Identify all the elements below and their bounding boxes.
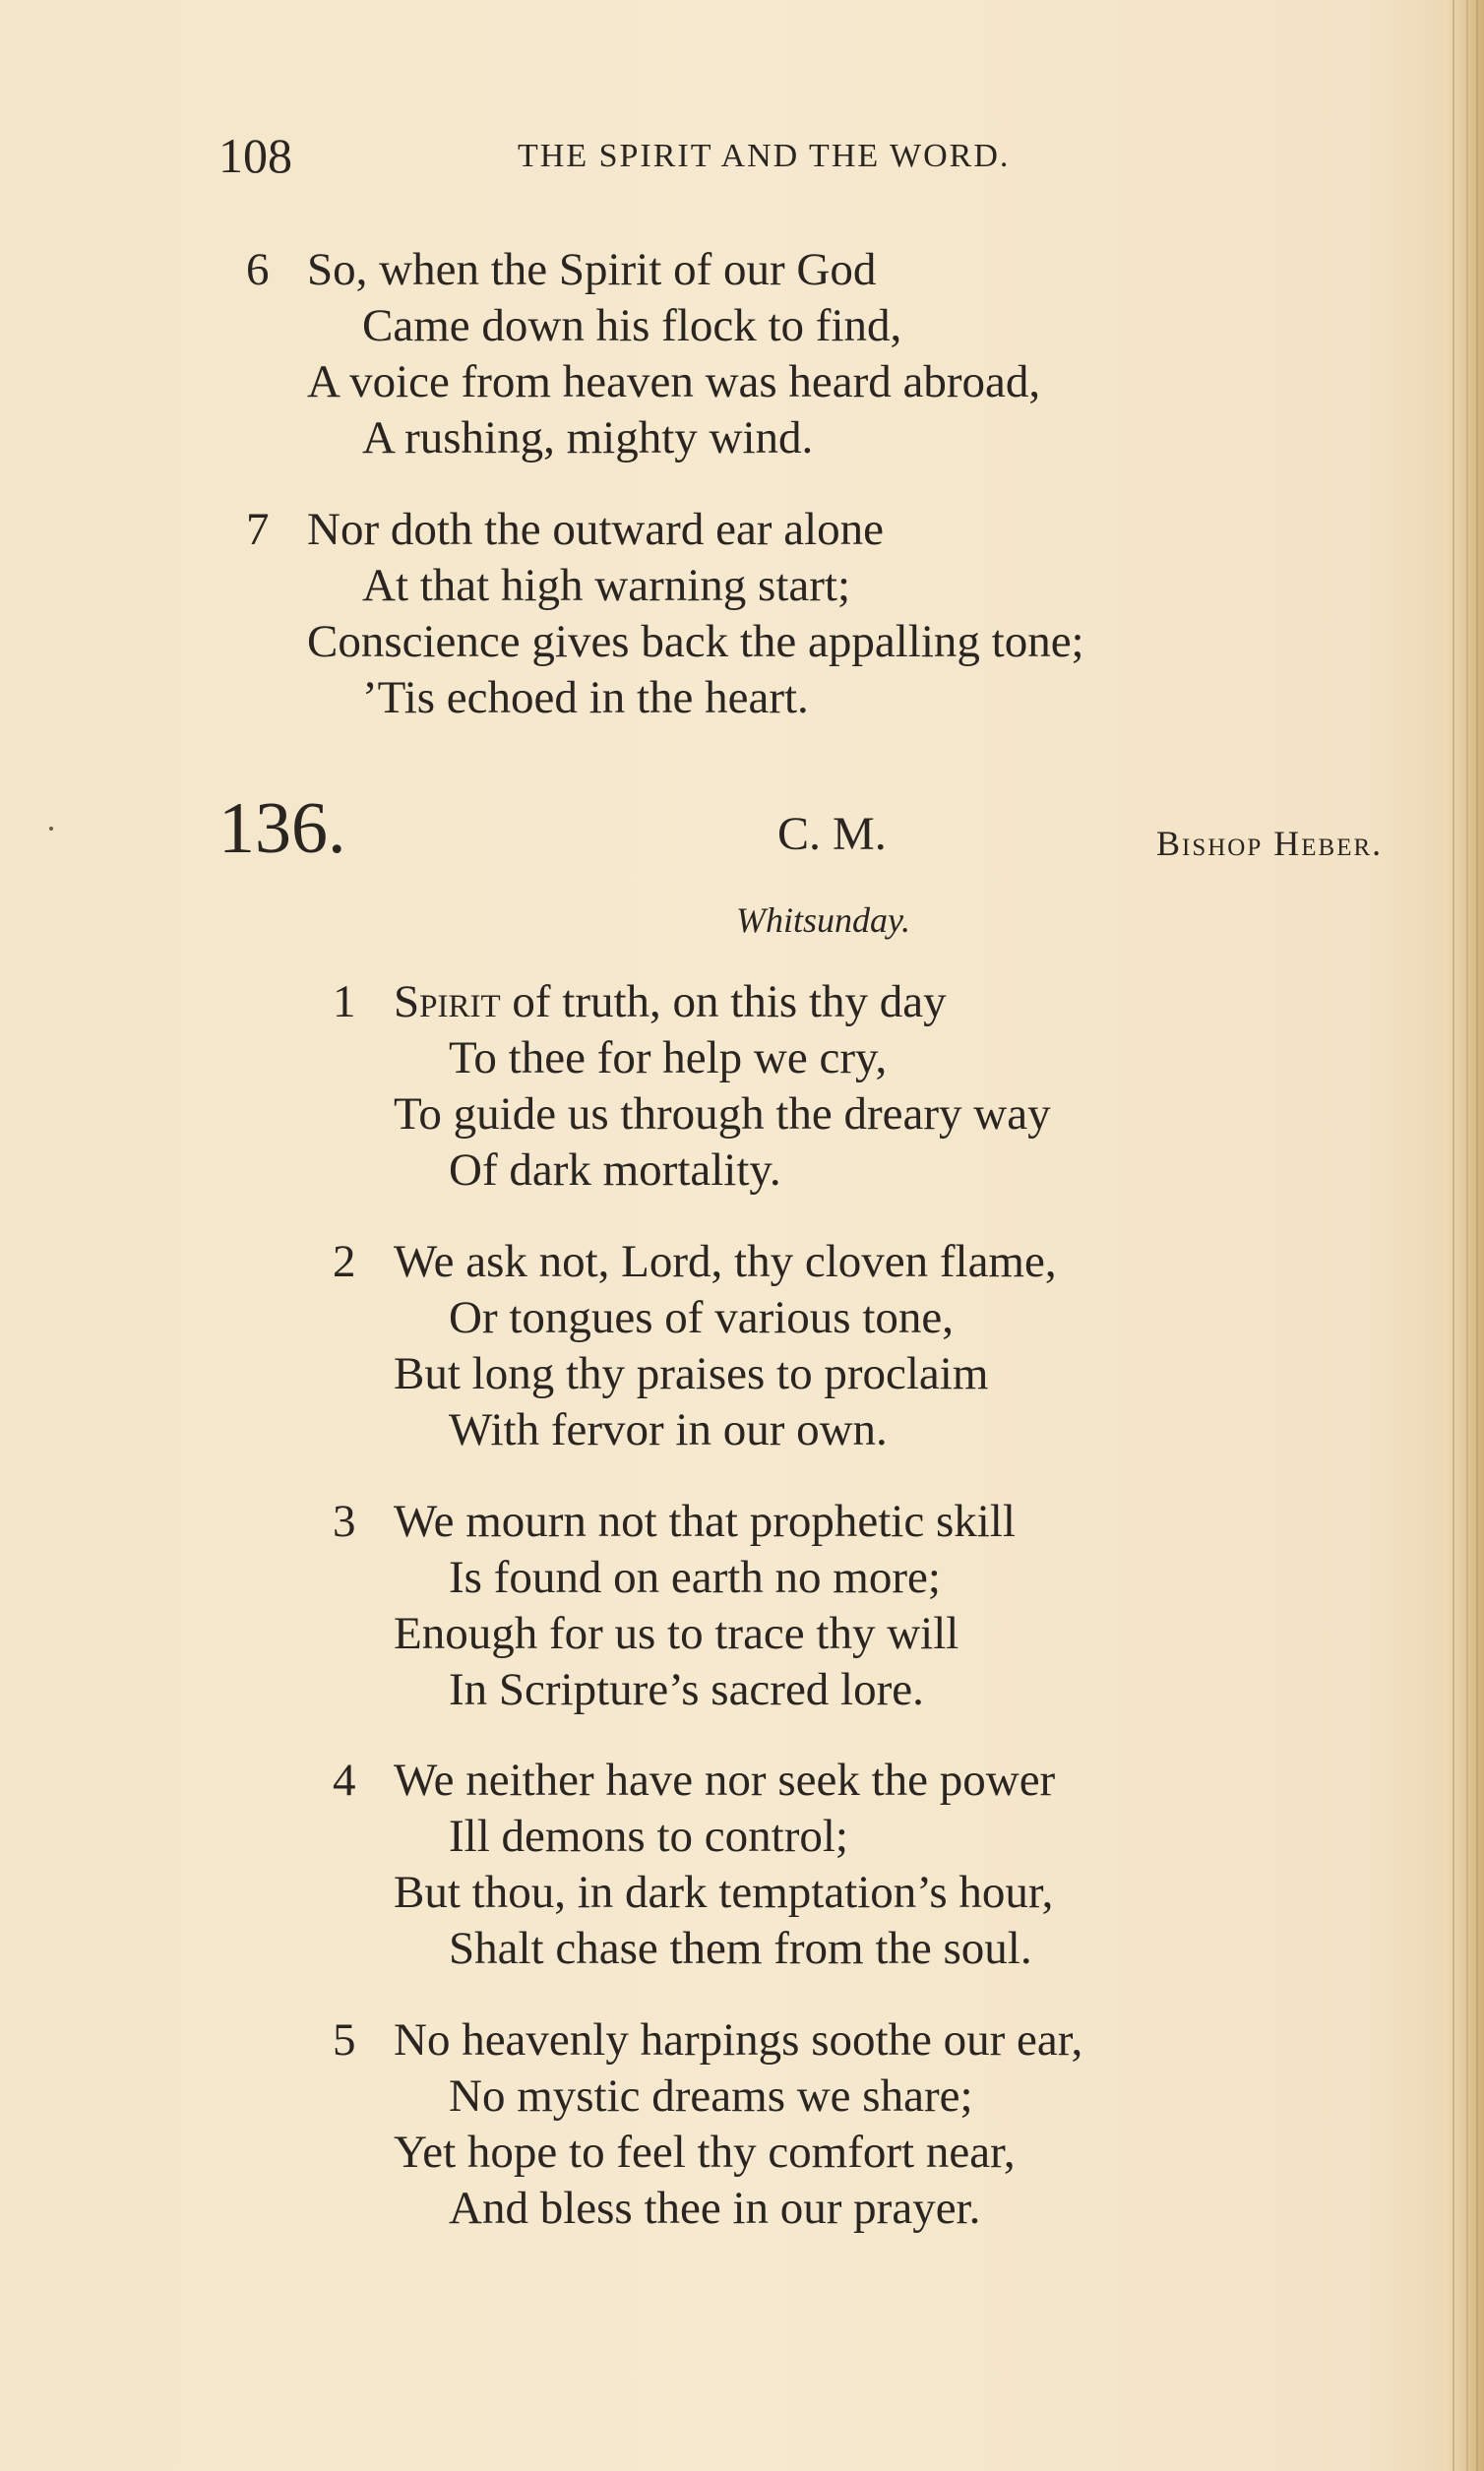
- verse-line: Or tongues of various tone,: [449, 1292, 954, 1343]
- verse-line: But long thy praises to proclaim: [394, 1348, 989, 1399]
- hymn-number: 136.: [218, 788, 346, 869]
- verse-line: Conscience gives back the appalling tone;: [307, 616, 1084, 667]
- stanza-number: 4: [333, 1755, 356, 1806]
- verse-line: No heavenly harpings soothe our ear,: [394, 2014, 1083, 2066]
- hymn-stanza-3: [333, 1494, 1317, 1730]
- page-edge-line: [1453, 0, 1454, 2471]
- verse-line: To thee for help we cry,: [449, 1032, 888, 1083]
- stanza-number: 3: [333, 1496, 356, 1547]
- verse-line: To guide us through the dreary way: [394, 1088, 1051, 1140]
- stanza-number: 6: [246, 244, 270, 295]
- verse-line: Is found on earth no more;: [449, 1552, 941, 1603]
- page-edge-line: [1476, 0, 1478, 2471]
- verse-line: Enough for us to trace thy will: [394, 1608, 959, 1659]
- verse-line: No mystic dreams we share;: [449, 2070, 973, 2122]
- stanza-number: 7: [246, 504, 270, 555]
- stanza-number: 2: [333, 1236, 356, 1287]
- verse-line: A voice from heaven was heard abroad,: [307, 356, 1041, 407]
- verse-line: Nor doth the outward ear alone: [307, 504, 884, 555]
- hymn-stanza-2: [333, 1234, 1317, 1470]
- verse-line: At that high warning start;: [362, 560, 851, 611]
- hymn-stanza-4: [333, 1753, 1317, 1989]
- stanza-number: 5: [333, 2014, 356, 2066]
- verse-line: We mourn not that prophetic skill: [394, 1496, 1016, 1547]
- first-word: Spirit: [394, 976, 501, 1027]
- verse-line: We neither have nor seek the power: [394, 1755, 1056, 1806]
- verse-line: We ask not, Lord, thy cloven flame,: [394, 1236, 1057, 1287]
- verse-line: Of dark mortality.: [449, 1144, 781, 1196]
- verse-line: [394, 974, 947, 1030]
- hymn-author: Bishop Heber.: [1156, 824, 1384, 863]
- page-number: 108: [218, 128, 292, 183]
- verse-line: With fervor in our own.: [449, 1404, 888, 1455]
- verse-line: ’Tis echoed in the heart.: [362, 672, 809, 723]
- page-edge-line: [1466, 0, 1468, 2471]
- stanza-7: [246, 502, 1329, 738]
- hymn-occasion: Whitsunday.: [736, 900, 910, 940]
- verse-line: In Scripture’s sacred lore.: [449, 1664, 924, 1715]
- hymn-meter: C. M.: [777, 808, 887, 860]
- verse-line: Ill demons to control;: [449, 1811, 848, 1862]
- verse-line: Shalt chase them from the soul.: [449, 1923, 1032, 1974]
- stanza-6: [246, 242, 1230, 478]
- verse-line-rest: of truth, on this thy day: [500, 976, 947, 1027]
- verse-line: So, when the Spirit of our God: [307, 244, 877, 295]
- running-head: THE SPIRIT AND THE WORD.: [518, 138, 1011, 174]
- verse-line: Came down his flock to find,: [362, 300, 902, 351]
- verse-line: A rushing, mighty wind.: [362, 412, 814, 463]
- hymn-stanza-1: [333, 974, 1317, 1210]
- verse-line: And bless thee in our prayer.: [449, 2183, 981, 2234]
- verse-line: Yet hope to feel thy comfort near,: [394, 2127, 1016, 2178]
- hymn-stanza-5: [333, 2012, 1317, 2249]
- stanza-number: 1: [333, 976, 356, 1027]
- verse-line: But thou, in dark temptation’s hour,: [394, 1867, 1054, 1918]
- ink-speck: [49, 827, 53, 831]
- page-header: [218, 126, 1203, 185]
